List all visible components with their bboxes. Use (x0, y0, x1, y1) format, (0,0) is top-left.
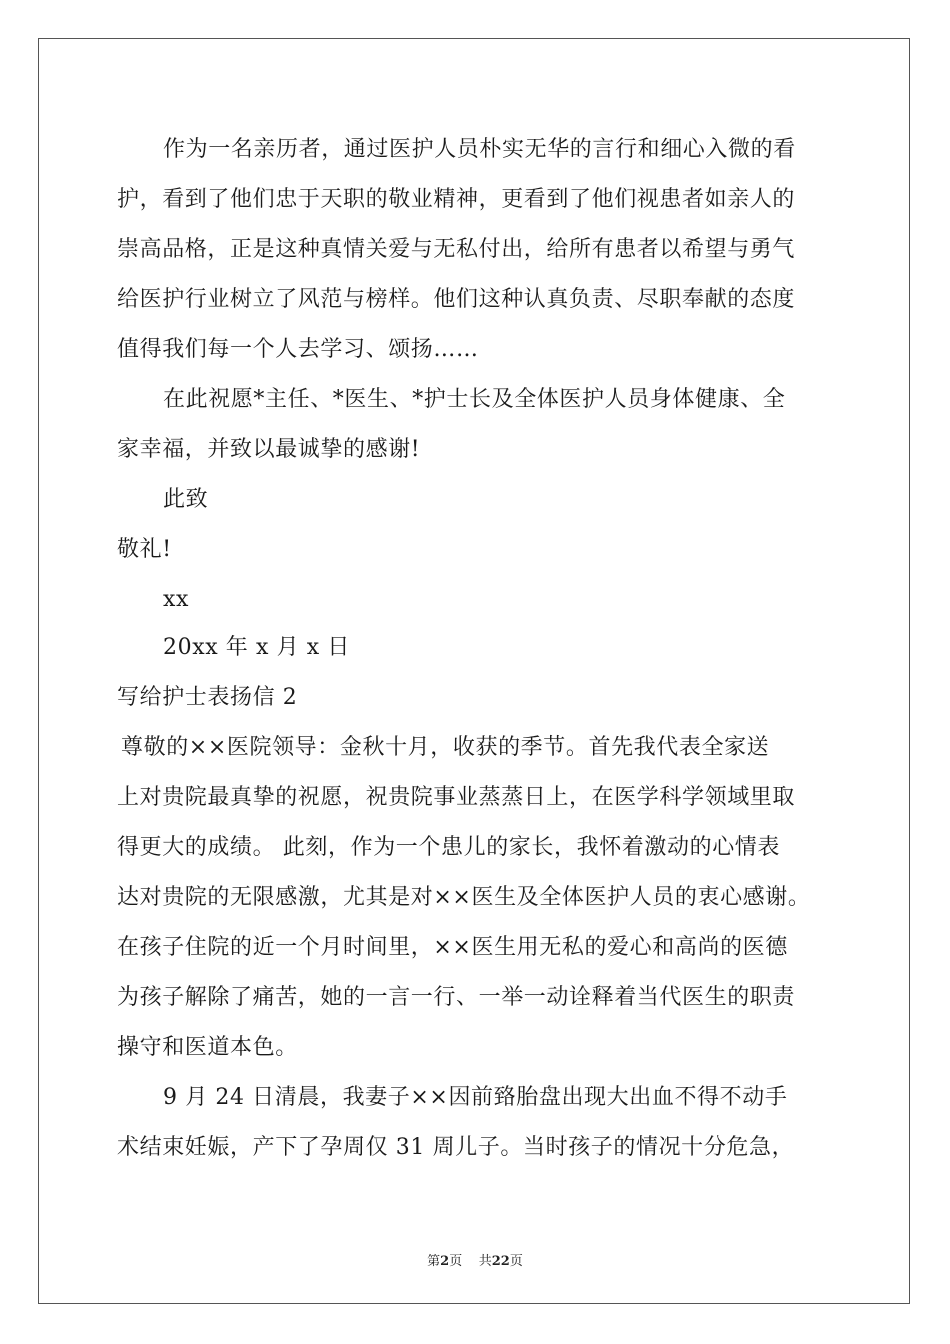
footer-page-total: 22 (491, 1254, 510, 1269)
body-line: 术结束妊娠，产下了孕周仅 31 周儿子。当时孩子的情况十分危急， (117, 1135, 795, 1160)
page-border (38, 38, 910, 1304)
body-line: 崇高品格，正是这种真情关爱与无私付出，给所有患者以希望与勇气 (117, 237, 796, 262)
footer-total-prefix: 共 (478, 1254, 492, 1269)
signature-date: 20xx 年 x 月 x 日 (163, 635, 350, 660)
body-line: 9 月 24 日清晨，我妻子××因前臵胎盘出现大出血不得不动手 (163, 1085, 788, 1110)
closing-regards: 敬礼! (117, 537, 172, 562)
body-line: 在此祝愿*主任、*医生、*护士长及全体医护人员身体健康、全 (163, 387, 786, 412)
body-line: 为孩子解除了痛苦，她的一言一行、一举一动诠释着当代医生的职责 (117, 985, 796, 1010)
body-line: 作为一名亲历者，通过医护人员朴实无华的言行和细心入微的看 (163, 137, 796, 162)
footer-page-unit: 页 (449, 1254, 463, 1269)
body-line: 值得我们每一个人去学习、颂扬…… (117, 337, 479, 362)
body-line: 家幸福，并致以最诚挚的感谢! (117, 437, 421, 462)
page-footer (0, 1250, 950, 1269)
footer-page-prefix: 第 (427, 1254, 441, 1269)
body-line: 达对贵院的无限感激，尤其是对××医生及全体医护人员的衷心感谢。 (117, 885, 811, 910)
footer-total-unit: 页 (509, 1254, 523, 1269)
body-line: 得更大的成绩。 此刻，作为一个患儿的家长，我怀着激动的心情表 (117, 835, 780, 860)
body-line: 护，看到了他们忠于天职的敬业精神，更看到了他们视患者如亲人的 (117, 187, 796, 212)
body-line: 操守和医道本色。 (117, 1035, 298, 1060)
footer-page-current: 2 (440, 1254, 450, 1269)
body-line: 尊敬的××医院领导：金秋十月，收获的季节。首先我代表全家送 (121, 735, 770, 760)
signature-name: xx (163, 587, 190, 612)
closing-salutation: 此致 (163, 487, 209, 512)
body-line: 给医护行业树立了风范与榜样。他们这种认真负责、尽职奉献的态度 (117, 287, 796, 312)
body-line: 上对贵院最真挚的祝愿，祝贵院事业蒸蒸日上，在医学科学领域里取 (117, 785, 796, 810)
body-line: 在孩子住院的近一个月时间里，××医生用无私的爱心和高尚的医德 (117, 935, 788, 960)
section-heading: 写给护士表扬信 2 (117, 685, 298, 710)
